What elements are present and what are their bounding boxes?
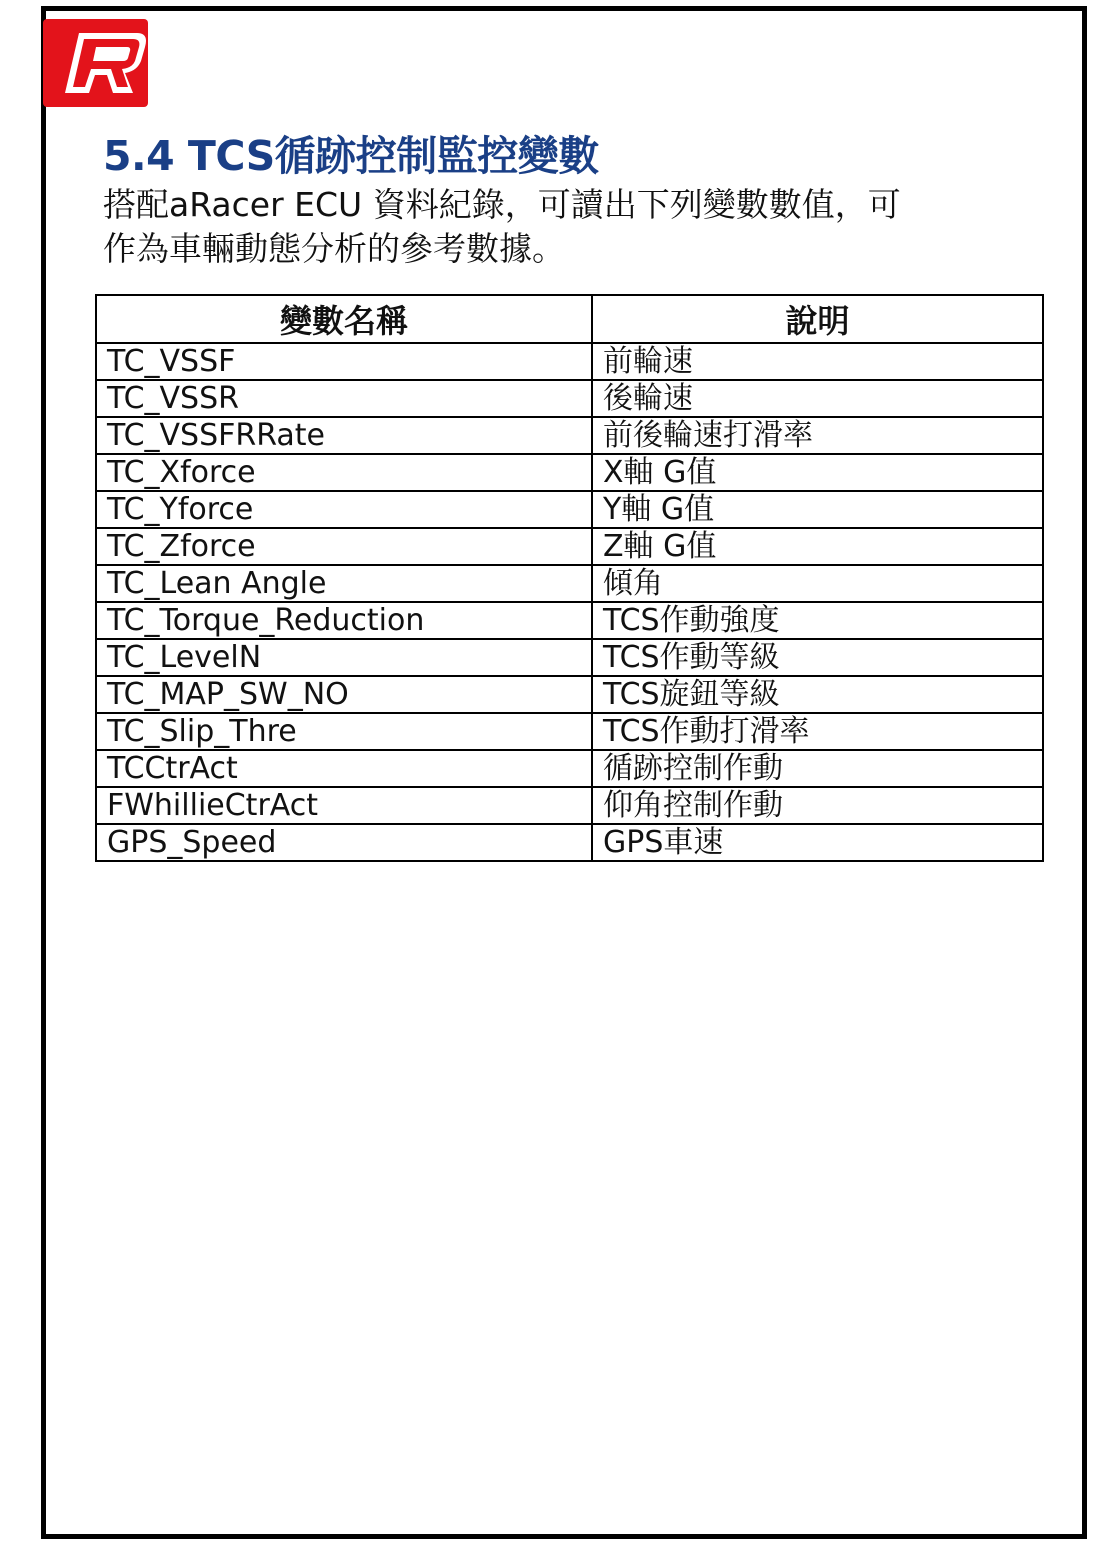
table-row bbox=[96, 602, 1043, 639]
description-cell: Y軸 G值 bbox=[592, 491, 1043, 528]
intro-line: 搭配aRacer ECU 資料紀錄，可讀出下列變數數值，可 bbox=[103, 185, 901, 224]
table-row bbox=[96, 491, 1043, 528]
variable-name-cell: TC_VSSR bbox=[96, 380, 592, 417]
table-row bbox=[96, 343, 1043, 380]
description-cell: 後輪速 bbox=[592, 380, 1043, 417]
variable-name-cell: FWhillieCtrAct bbox=[96, 787, 592, 824]
table-header-row bbox=[96, 295, 1043, 343]
header-variable-name: 變數名稱 bbox=[96, 295, 592, 343]
variable-name-cell: GPS_Speed bbox=[96, 824, 592, 861]
variable-name-cell: TC_Zforce bbox=[96, 528, 592, 565]
header-description: 說明 bbox=[592, 295, 1043, 343]
table-row bbox=[96, 824, 1043, 861]
table-row bbox=[96, 639, 1043, 676]
variable-name-cell: TC_VSSFRRate bbox=[96, 417, 592, 454]
table-row bbox=[96, 750, 1043, 787]
variable-name-cell: TC_Slip_Thre bbox=[96, 713, 592, 750]
variables-table bbox=[95, 294, 1044, 862]
description-cell: Z軸 G值 bbox=[592, 528, 1043, 565]
description-cell: TCS作動等級 bbox=[592, 639, 1043, 676]
intro-line: 作為車輛動態分析的參考數據。 bbox=[103, 229, 565, 268]
description-cell: GPS車速 bbox=[592, 824, 1043, 861]
table-row bbox=[96, 417, 1043, 454]
variable-name-cell: TC_Xforce bbox=[96, 454, 592, 491]
description-cell: X軸 G值 bbox=[592, 454, 1043, 491]
description-cell: TCS旋鈕等級 bbox=[592, 676, 1043, 713]
table-row bbox=[96, 528, 1043, 565]
description-cell: TCS作動強度 bbox=[592, 602, 1043, 639]
variable-name-cell: TC_Yforce bbox=[96, 491, 592, 528]
table-row bbox=[96, 380, 1043, 417]
description-cell: 傾角 bbox=[592, 565, 1043, 602]
table-row bbox=[96, 565, 1043, 602]
table-row bbox=[96, 454, 1043, 491]
variable-name-cell: TC_VSSF bbox=[96, 343, 592, 380]
intro-paragraph bbox=[103, 183, 1003, 271]
aracer-logo-icon bbox=[43, 19, 148, 107]
description-cell: 前輪速 bbox=[592, 343, 1043, 380]
description-cell: 前後輪速打滑率 bbox=[592, 417, 1043, 454]
variable-name-cell: TC_MAP_SW_NO bbox=[96, 676, 592, 713]
variable-name-cell: TC_Lean Angle bbox=[96, 565, 592, 602]
table-row bbox=[96, 676, 1043, 713]
table-row bbox=[96, 787, 1043, 824]
section-title: 5.4 TCS循跡控制監控變數 bbox=[103, 132, 599, 180]
description-cell: TCS作動打滑率 bbox=[592, 713, 1043, 750]
table-row bbox=[96, 713, 1043, 750]
variable-name-cell: TC_LevelN bbox=[96, 639, 592, 676]
variable-name-cell: TC_Torque_Reduction bbox=[96, 602, 592, 639]
description-cell: 仰角控制作動 bbox=[592, 787, 1043, 824]
variable-name-cell: TCCtrAct bbox=[96, 750, 592, 787]
description-cell: 循跡控制作動 bbox=[592, 750, 1043, 787]
